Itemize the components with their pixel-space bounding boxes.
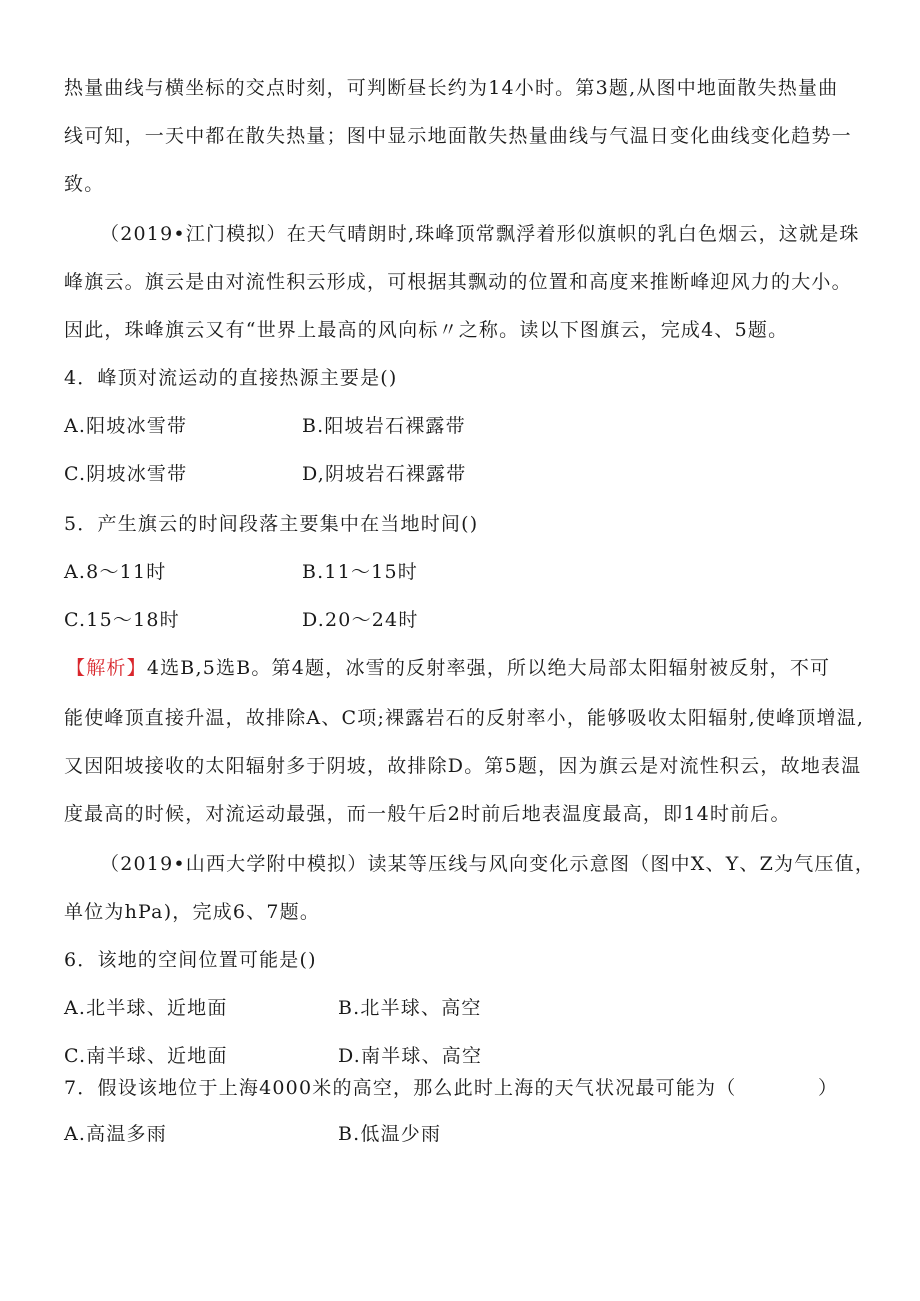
intro2-line1: （2019•山西大学附中模拟）读某等压线与风向变化示意图（图中X、Y、Z为气压值， <box>100 853 876 875</box>
q7-stem: 7．假设该地位于上海4000米的高空，那么此时上海的天气状况最可能为（ <box>64 1077 737 1099</box>
analysis-label: 【解析】 <box>66 657 147 679</box>
q4-option-a: A.阳坡冰雪带 <box>64 415 188 437</box>
analysis-line2: 能使峰顶直接升温，故排除A、C项;裸露岩石的反射率小，能够吸收太阳辐射,使峰顶增温, <box>64 707 865 729</box>
q4-option-d: D,阴坡岩石裸露带 <box>302 463 467 485</box>
q5-option-a: A.8～11时 <box>64 561 167 583</box>
q6-option-a: A.北半球、近地面 <box>64 997 228 1019</box>
analysis-text: 4选B,5选B。第4题，冰雪的反射率强，所以绝大局部太阳辐射被反射，不可 <box>146 657 831 679</box>
para1-line1: 热量曲线与横坐标的交点时刻，可判断昼长约为14小时。第3题,从图中地面散失热量曲 <box>64 77 839 99</box>
q4-stem: 4．峰顶对流运动的直接热源主要是() <box>64 367 398 389</box>
q5-stem: 5．产生旗云的时间段落主要集中在当地时间() <box>64 513 479 535</box>
analysis-line1 <box>66 656 830 680</box>
q6-stem: 6．该地的空间位置可能是() <box>64 949 317 971</box>
para1-line2: 线可知，一天中都在散失热量；图中显示地面散失热量曲线与气温日变化曲线变化趋势一 <box>64 125 852 147</box>
q6-option-b: B.北半球、高空 <box>338 997 482 1019</box>
analysis-line4: 度最高的时候，对流运动最强，而一般午后2时前后地表温度最高，即14时前后。 <box>64 803 791 825</box>
q5-option-c: C.15～18时 <box>64 609 180 631</box>
intro2-line2: 单位为hPa)，完成6、7题。 <box>64 901 321 923</box>
para1-line3: 致。 <box>64 173 105 195</box>
analysis-line3: 又因阳坡接收的太阳辐射多于阴坡，故排除D。第5题，因为旗云是对流性积云，故地表温 <box>64 755 862 777</box>
q6-option-c: C.南半球、近地面 <box>64 1045 228 1067</box>
intro1-line2: 峰旗云。旗云是由对流性积云形成，可根据其飘动的位置和高度来推断峰迎风力的大小。 <box>64 271 852 293</box>
q4-option-b: B.阳坡岩石裸露带 <box>302 415 466 437</box>
q7-option-a: A.高温多雨 <box>64 1123 167 1145</box>
q7-stem-close: ） <box>818 1077 839 1099</box>
q4-option-c: C.阴坡冰雪带 <box>64 463 188 485</box>
q5-option-b: B.11～15时 <box>302 561 418 583</box>
q7-option-b: B.低温少雨 <box>338 1123 442 1145</box>
q6-option-d: D.南半球、高空 <box>338 1045 483 1067</box>
intro1-line1: （2019•江门模拟）在天气晴朗时,珠峰顶常飘浮着形似旗帜的乳白色烟云，这就是珠 <box>100 223 860 245</box>
intro1-line3: 因此，珠峰旗云又有“世界上最高的风向标〃之称。读以下图旗云，完成4、5题。 <box>64 319 789 341</box>
q5-option-d: D.20～24时 <box>302 609 419 631</box>
